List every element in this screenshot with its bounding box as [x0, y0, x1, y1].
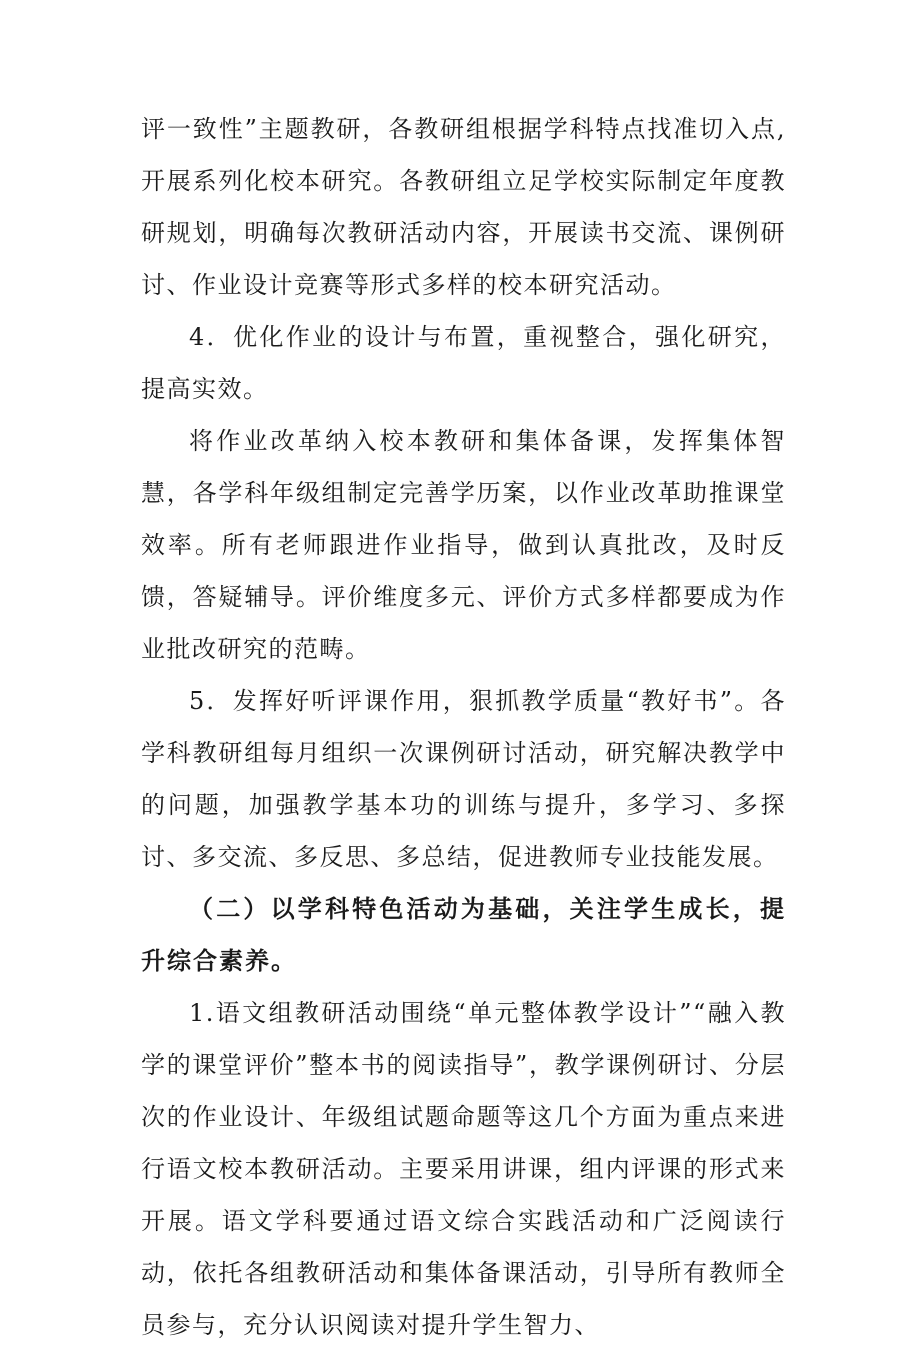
- paragraph-item-5: 5．发挥好听评课作用，狠抓教学质量“教好书”。各学科教研组每月组织一次课例研讨活动，研究解决教学中的问题，加强教学基本功的训练与提升，多学习、多探讨、多交流、多反思、多总结，促进教师专业技能发展。: [141, 687, 786, 871]
- section-heading-2: （二）以学科特色活动为基础，关注学生成长，提升综合素养。: [141, 894, 786, 975]
- document-body: [141, 103, 786, 1351]
- paragraph-chinese-group: 1.语文组教研活动围绕“单元整体教学设计”“融入教学的课堂评价”整本书的阅读指导”，教学课例研讨、分层次的作业设计、年级组试题命题等这几个方面为重点来进行语文校本教研活动。主要采用讲课，组内评课的形式来开展。语文学科要通过语文综合实践活动和广泛阅读行动，依托各组教研活动和集体备课活动，引导所有教师全员参与，充分认识阅读对提升学生智力、: [141, 999, 786, 1339]
- paragraph-item-4: 4．优化作业的设计与布置，重视整合，强化研究，提高实效。: [141, 323, 786, 403]
- paragraph-homework-reform: 将作业改革纳入校本教研和集体备课，发挥集体智慧，各学科年级组制定完善学历案，以作业改革助推课堂效率。所有老师跟进作业指导，做到认真批改，及时反馈，答疑辅导。评价维度多元、评价方式多样都要成为作业批改研究的范畴。: [141, 427, 786, 663]
- paragraph-continuation: 评一致性”主题教研，各教研组根据学科特点找准切入点,开展系列化校本研究。各教研组立足学校实际制定年度教研规划，明确每次教研活动内容，开展读书交流、课例研讨、作业设计竞赛等形式多样的校本研究活动。: [141, 115, 786, 299]
